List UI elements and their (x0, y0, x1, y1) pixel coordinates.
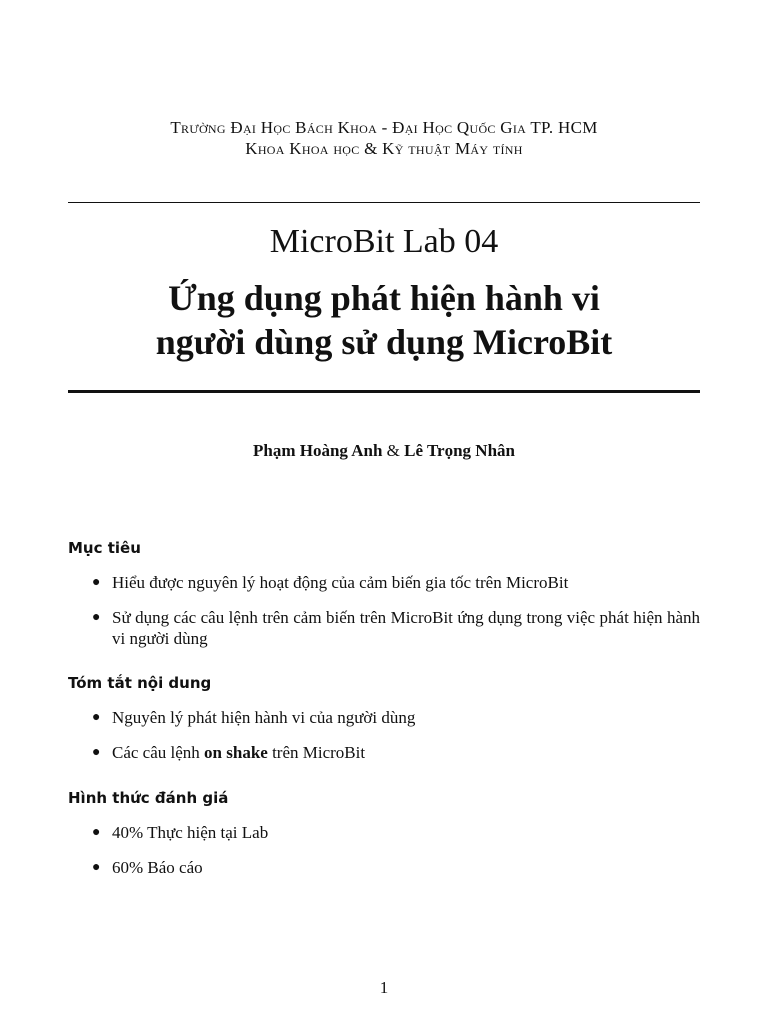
section-title-assessment: Hình thức đánh giá (68, 789, 229, 807)
list-item-text: Nguyên lý phát hiện hành vi của người dùng (112, 708, 416, 727)
main-title-line-1: Ứng dụng phát hiện hành vi (168, 278, 600, 318)
section-title-objectives: Mục tiêu (68, 539, 141, 557)
list-item-text: 60% Báo cáo (112, 858, 203, 877)
list-item-text: Sử dụng các câu lệnh trên cảm biến trên MicroBit ứng dụng trong việc phát hiện hành vi người dùng (112, 608, 700, 648)
bullet-icon: ● (92, 860, 101, 875)
page-number: 1 (379, 978, 389, 997)
lab-title: MicroBit Lab 04 (269, 223, 499, 260)
list-item-text (112, 742, 700, 763)
list-item (68, 572, 700, 593)
list-item (68, 857, 700, 878)
summary-list (68, 707, 700, 777)
list-item (68, 607, 700, 649)
faculty-name: Khoa Khoa học & Kỹ thuật Máy tính (245, 139, 523, 158)
authors (68, 440, 700, 462)
bullet-icon: ● (92, 575, 101, 590)
bottom-rule (68, 390, 700, 393)
main-title (68, 276, 700, 364)
top-rule (68, 202, 700, 203)
bullet-icon: ● (92, 825, 101, 840)
list-item (68, 742, 700, 763)
bullet-icon: ● (92, 710, 101, 725)
section-title-summary: Tóm tắt nội dung (68, 674, 212, 692)
author-1: Phạm Hoàng Anh (252, 441, 383, 460)
author-2: Lê Trọng Nhân (404, 441, 515, 460)
objectives-list (68, 572, 700, 663)
bullet-icon: ● (92, 610, 101, 625)
assessment-list (68, 822, 700, 892)
list-item-keyword: on shake (204, 743, 268, 762)
main-title-line-2: người dùng sử dụng MicroBit (155, 322, 613, 362)
author-separator: & (386, 441, 400, 460)
institution-header (68, 117, 700, 159)
list-item (68, 822, 700, 843)
list-item-text-post: trên MicroBit (272, 743, 366, 762)
list-item-text: 40% Thực hiện tại Lab (112, 823, 269, 842)
bullet-icon: ● (92, 745, 101, 760)
list-item-text-pre: Các câu lệnh (112, 743, 200, 762)
list-item (68, 707, 700, 728)
list-item-text: Hiểu được nguyên lý hoạt động của cảm biến gia tốc trên MicroBit (112, 573, 569, 592)
university-name: Trường Đại Học Bách Khoa - Đại Học Quốc Gia TP. HCM (170, 118, 598, 137)
